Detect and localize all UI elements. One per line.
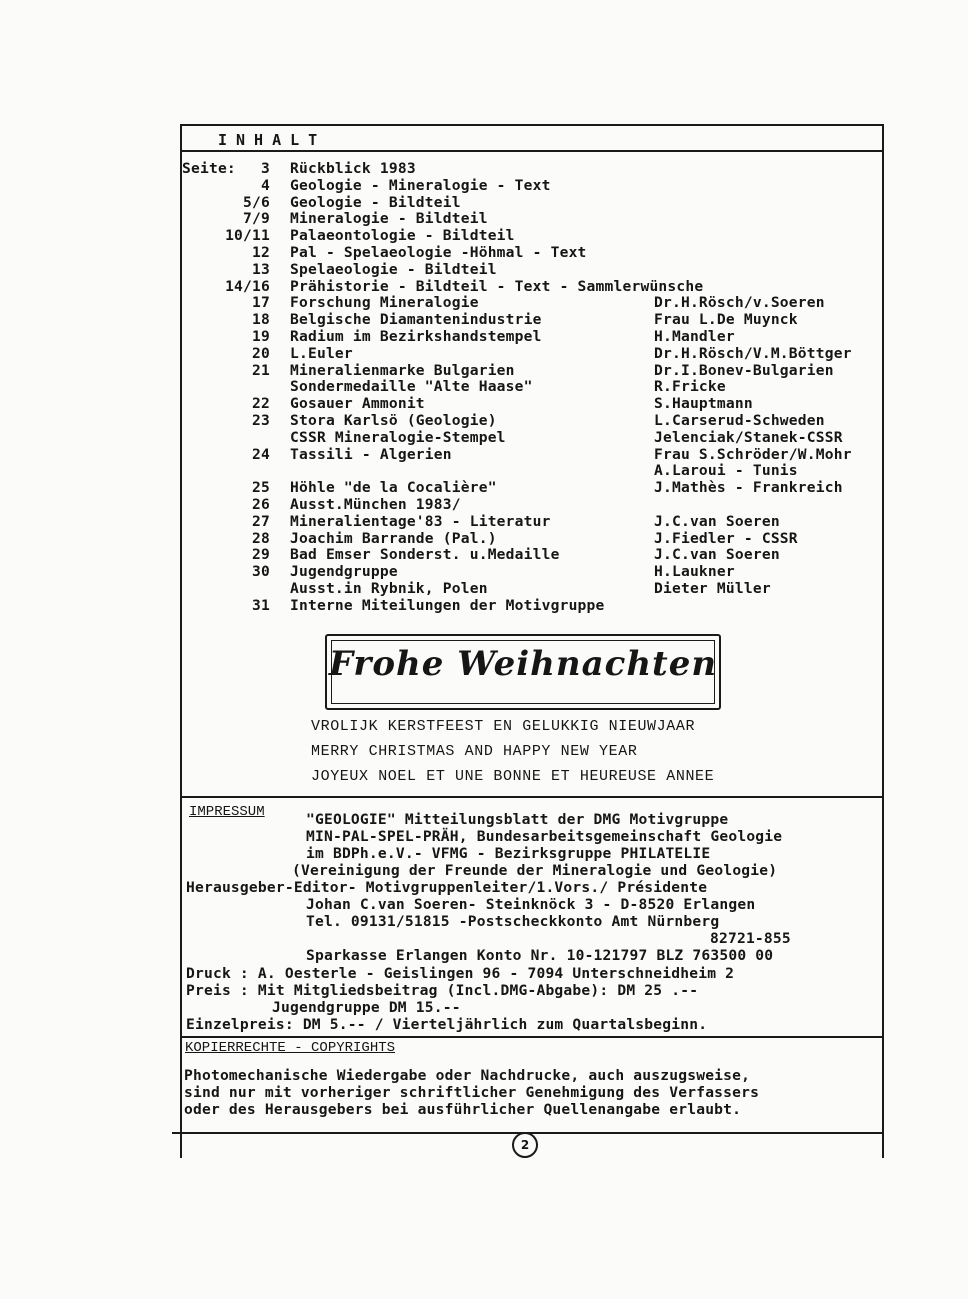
toc-page: 21 xyxy=(252,361,270,379)
impressum-line: Jugendgruppe DM 15.-- xyxy=(272,999,461,1016)
toc-title: L.Euler xyxy=(290,344,353,362)
toc-row xyxy=(182,363,882,380)
toc-row xyxy=(182,531,882,548)
impressum-line: Herausgeber-Editor- Motivgruppenleiter/1.Vors./ Présidente xyxy=(186,879,708,896)
toc-page: 12 xyxy=(252,244,270,261)
greeting-line-dutch: VROLIJK KERSTFEEST EN GELUKKIG NIEUWJAAR xyxy=(311,718,696,735)
toc-page: 19 xyxy=(252,328,270,345)
impressum-line: (Vereinigung der Freunde der Mineralogie und Geologie) xyxy=(292,862,778,879)
toc-title: Mineralientage'83 - Literatur xyxy=(290,512,551,530)
toc-author: Dr.H.Rösch/V.M.Böttger xyxy=(654,344,852,362)
toc-title: Geologie - Bildteil xyxy=(290,193,461,211)
toc-row xyxy=(182,228,882,245)
toc-title: Forschung Mineralogie xyxy=(290,294,479,312)
toc-title: Bad Emser Sonderst. u.Medaille xyxy=(290,546,560,564)
copyright-heading: KOPIERRECHTE - COPYRIGHTS xyxy=(185,1040,396,1056)
toc-page: 14/16 xyxy=(225,277,270,295)
toc-row xyxy=(182,514,882,531)
toc-title: Ausst.in Rybnik, Polen xyxy=(290,580,488,597)
toc-title: Gosauer Ammonit xyxy=(290,395,425,413)
toc-page: 24 xyxy=(252,445,270,463)
toc-row xyxy=(182,346,882,363)
toc-author: J.Mathès - Frankreich xyxy=(654,479,843,497)
toc-page: 25 xyxy=(252,479,270,497)
toc-row xyxy=(182,463,882,480)
toc-author: Jelenciak/Stanek-CSSR xyxy=(654,428,843,446)
toc-row xyxy=(182,329,882,346)
toc-row xyxy=(182,161,882,178)
toc-author: L.Carserud-Schweden xyxy=(654,412,825,429)
toc-author: H.Laukner xyxy=(654,563,735,581)
toc-row xyxy=(182,195,882,212)
toc-author: J.C.van Soeren xyxy=(654,512,780,530)
divider xyxy=(182,1036,882,1038)
toc-row xyxy=(182,581,882,598)
toc-title: Pal - Spelaeologie -Höhmal - Text xyxy=(290,244,587,261)
toc-page: 3 xyxy=(261,160,270,177)
toc-heading: INHALT xyxy=(218,131,327,149)
impressum-line: MIN-PAL-SPEL-PRÄH, Bundesarbeitsgemeinschaft Geologie xyxy=(306,828,783,845)
toc-page: 29 xyxy=(252,546,270,564)
toc-row xyxy=(182,430,882,447)
impressum-line: Sparkasse Erlangen Konto Nr. 10-121797 BLZ 763500 00 xyxy=(306,947,774,964)
toc-title: Stora Karlsö (Geologie) xyxy=(290,412,497,429)
toc-author: J.Fiedler - CSSR xyxy=(654,529,798,547)
divider xyxy=(182,150,882,152)
greeting-banner-text: Frohe Weihnachten xyxy=(328,644,718,684)
greeting-line-english: MERRY CHRISTMAS AND HAPPY NEW YEAR xyxy=(311,743,638,760)
toc-page: 5/6 xyxy=(243,193,270,211)
toc-row xyxy=(182,379,882,396)
toc-row xyxy=(182,211,882,228)
impressum-line: Johan C.van Soeren- Steinknöck 3 - D-8520 Erlangen xyxy=(306,896,756,913)
toc-title: Sondermedaille "Alte Haase" xyxy=(290,378,533,396)
toc-title: Mineralogie - Bildteil xyxy=(290,210,488,228)
toc-row xyxy=(182,178,882,195)
toc-row xyxy=(182,447,882,464)
toc-row xyxy=(182,497,882,514)
toc-row xyxy=(182,598,882,615)
impressum-line: Preis : Mit Mitgliedsbeitrag (Incl.DMG-Abgabe): DM 25 .-- xyxy=(186,982,699,999)
toc-title: Geologie - Mineralogie - Text xyxy=(290,176,551,194)
toc-author: S.Hauptmann xyxy=(654,395,753,413)
toc-author: H.Mandler xyxy=(654,328,735,345)
toc-row xyxy=(182,480,882,497)
toc-author: Dr.I.Bonev-Bulgarien xyxy=(654,361,834,379)
impressum-line: im BDPh.e.V.- VFMG - Bezirksgruppe PHILATELIE xyxy=(306,845,711,862)
impressum-line: Druck : A. Oesterle - Geislingen 96 - 7094 Unterschneidheim 2 xyxy=(186,965,735,982)
toc-row xyxy=(182,245,882,262)
toc-row xyxy=(182,564,882,581)
toc-page: 18 xyxy=(252,311,270,329)
toc-author: Dr.H.Rösch/v.Soeren xyxy=(654,294,825,312)
toc-page: 28 xyxy=(252,529,270,547)
divider xyxy=(182,796,882,798)
toc-row xyxy=(182,279,882,296)
toc-page: 7/9 xyxy=(243,210,270,228)
toc-author: Dieter Müller xyxy=(654,580,771,597)
toc-row xyxy=(182,547,882,564)
toc-row xyxy=(182,262,882,279)
toc-author: Frau L.De Muynck xyxy=(654,311,798,329)
impressum-line: "GEOLOGIE" Mitteilungsblatt der DMG Motivgruppe xyxy=(306,811,729,828)
toc-author: A.Laroui - Tunis xyxy=(654,462,798,480)
toc-title: Interne Miteilungen der Motivgruppe xyxy=(290,596,605,614)
toc-title: Radium im Bezirkshandstempel xyxy=(290,328,542,345)
toc-page: 4 xyxy=(261,176,270,194)
impressum-line: 82721-855 xyxy=(710,930,791,947)
toc-page: 10/11 xyxy=(225,227,270,245)
toc-title: Spelaeologie - Bildteil xyxy=(290,260,497,278)
toc-row xyxy=(182,295,882,312)
impressum-heading: IMPRESSUM xyxy=(189,804,265,820)
toc-title: Palaeontologie - Bildteil xyxy=(290,227,515,245)
toc-row xyxy=(182,396,882,413)
toc-title: Belgische Diamantenindustrie xyxy=(290,311,542,329)
toc-row xyxy=(182,413,882,430)
copyright-line: Photomechanische Wiedergabe oder Nachdrucke, auch auszugsweise, xyxy=(184,1067,751,1084)
impressum-line: Einzelpreis: DM 5.-- / Vierteljährlich zum Quartalsbeginn. xyxy=(186,1016,708,1033)
seite-label: Seite: xyxy=(182,160,236,177)
toc-title: Höhle "de la Cocalière" xyxy=(290,479,497,497)
toc-page: 30 xyxy=(252,563,270,581)
toc-title: Jugendgruppe xyxy=(290,563,398,581)
toc-author: Frau S.Schröder/W.Mohr xyxy=(654,445,852,463)
toc-page: 31 xyxy=(252,596,270,614)
toc-page: 22 xyxy=(252,395,270,413)
toc-author: R.Fricke xyxy=(654,378,726,396)
toc-title: Rückblick 1983 xyxy=(290,160,416,177)
toc-title: CSSR Mineralogie-Stempel xyxy=(290,428,506,446)
toc-title: Prähistorie - Bildteil - Text - Sammlerwünsche xyxy=(290,277,704,295)
toc-page: 23 xyxy=(252,412,270,429)
impressum-line: Tel. 09131/51815 -Postscheckkonto Amt Nürnberg xyxy=(306,913,720,930)
toc-page: 26 xyxy=(252,496,270,513)
page-number: 2 xyxy=(512,1132,538,1158)
greeting-banner xyxy=(325,634,721,710)
toc-title: Tassili - Algerien xyxy=(290,445,452,463)
toc-author: J.C.van Soeren xyxy=(654,546,780,564)
toc-page: 20 xyxy=(252,344,270,362)
toc-row xyxy=(182,312,882,329)
copyright-line: sind nur mit vorheriger schriftlicher Genehmigung des Verfassers xyxy=(184,1084,760,1101)
toc-title: Joachim Barrande (Pal.) xyxy=(290,529,497,547)
copyright-line: oder des Herausgebers bei ausführlicher Quellenangabe erlaubt. xyxy=(184,1101,742,1118)
toc-page: 13 xyxy=(252,260,270,278)
page-frame xyxy=(180,124,884,1158)
toc-title: Ausst.München 1983/ xyxy=(290,496,461,513)
toc-page: 27 xyxy=(252,512,270,530)
toc-page: 17 xyxy=(252,294,270,312)
toc-title: Mineralienmarke Bulgarien xyxy=(290,361,515,379)
greeting-line-french: JOYEUX NOEL ET UNE BONNE ET HEUREUSE ANNEE xyxy=(311,768,715,785)
